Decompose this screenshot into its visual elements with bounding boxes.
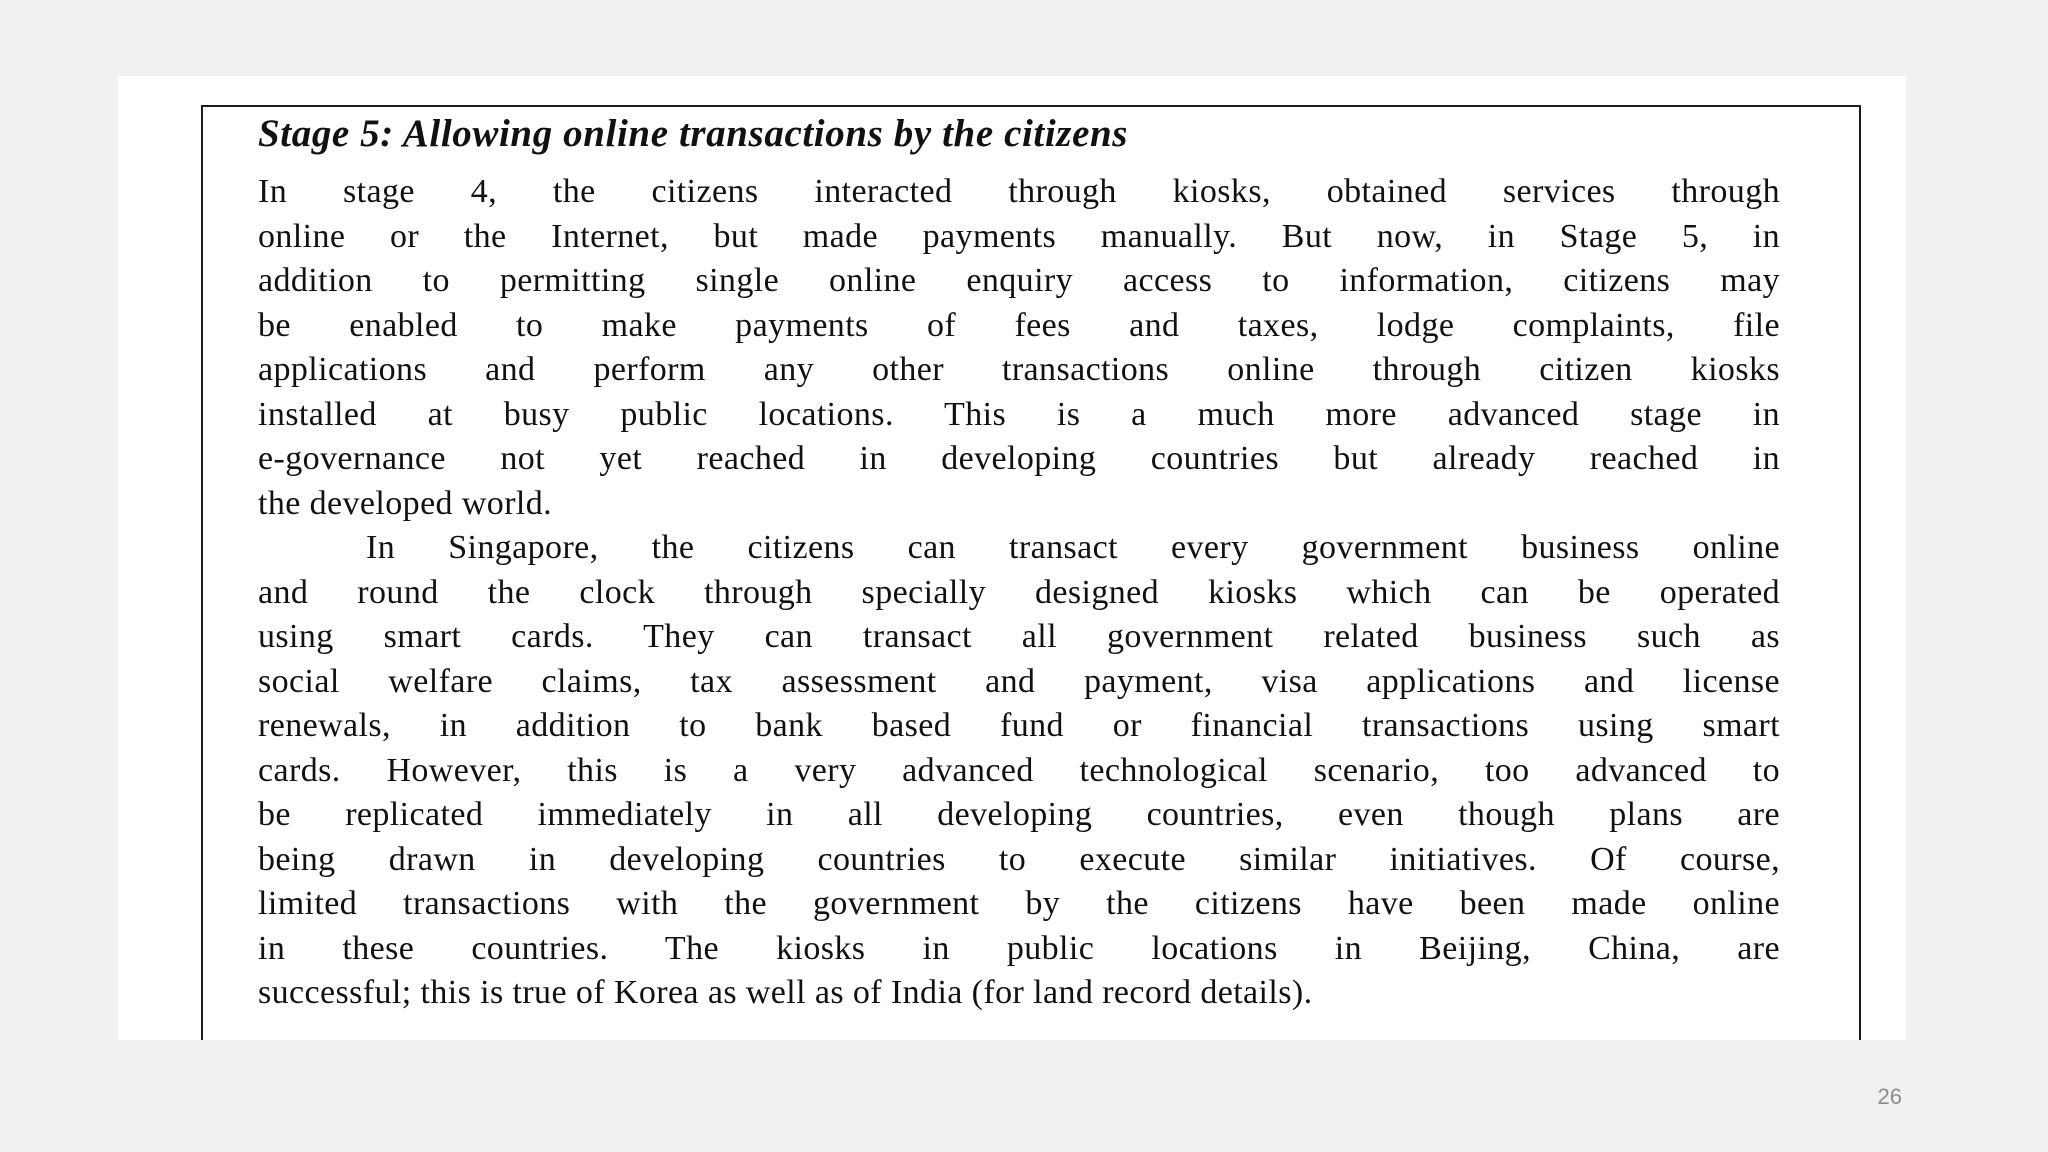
text-line: addition to permitting single online enquiry access to information, citizens may: [258, 262, 1780, 299]
text-line: be enabled to make payments of fees and taxes, lodge complaints, file: [258, 306, 1780, 344]
text-line: in these countries. The kiosks in public locations in Beijing, China, are: [258, 929, 1780, 967]
text-line: installed at busy public locations. This is a much more advanced stage in: [258, 395, 1780, 433]
text-line: social welfare claims, tax assessment and payment, visa applications and license: [258, 662, 1780, 700]
text-line: applications and perform any other transactions online through citizen kiosks: [258, 351, 1780, 388]
text-line: renewals, in addition to bank based fund or financial transactions using smart: [258, 707, 1780, 744]
slide-page-number: 26: [1877, 1084, 1902, 1109]
paragraph-1: [258, 170, 1780, 526]
text-line: being drawn in developing countries to execute similar initiatives. Of course,: [258, 840, 1780, 878]
text-line: successful; this is true of Korea as well as of India (for land record details).: [258, 974, 1313, 1011]
text-line: using smart cards. They can transact all government related business such as: [258, 618, 1780, 655]
section-heading: Stage 5: Allowing online transactions by the citizens: [258, 112, 1129, 155]
text-line: e-governance not yet reached in developing countries but already reached in: [258, 440, 1780, 477]
paragraph-2: [258, 526, 1780, 1016]
text-line: cards. However, this is a very advanced technological scenario, too advanced to: [258, 751, 1780, 789]
text-line: be replicated immediately in all developing countries, even though plans are: [258, 796, 1780, 833]
text-line: In Singapore, the citizens can transact every government business online: [366, 529, 1780, 566]
scanned-text-block: [258, 108, 1780, 1016]
text-line: the developed world.: [258, 484, 553, 522]
text-line: In stage 4, the citizens interacted through kiosks, obtained services through: [258, 173, 1780, 210]
text-line: and round the clock through specially designed kiosks which can be operated: [258, 573, 1780, 611]
text-line: online or the Internet, but made payments manually. But now, in Stage 5, in: [258, 217, 1780, 255]
text-line: limited transactions with the government by the citizens have been made online: [258, 885, 1780, 922]
